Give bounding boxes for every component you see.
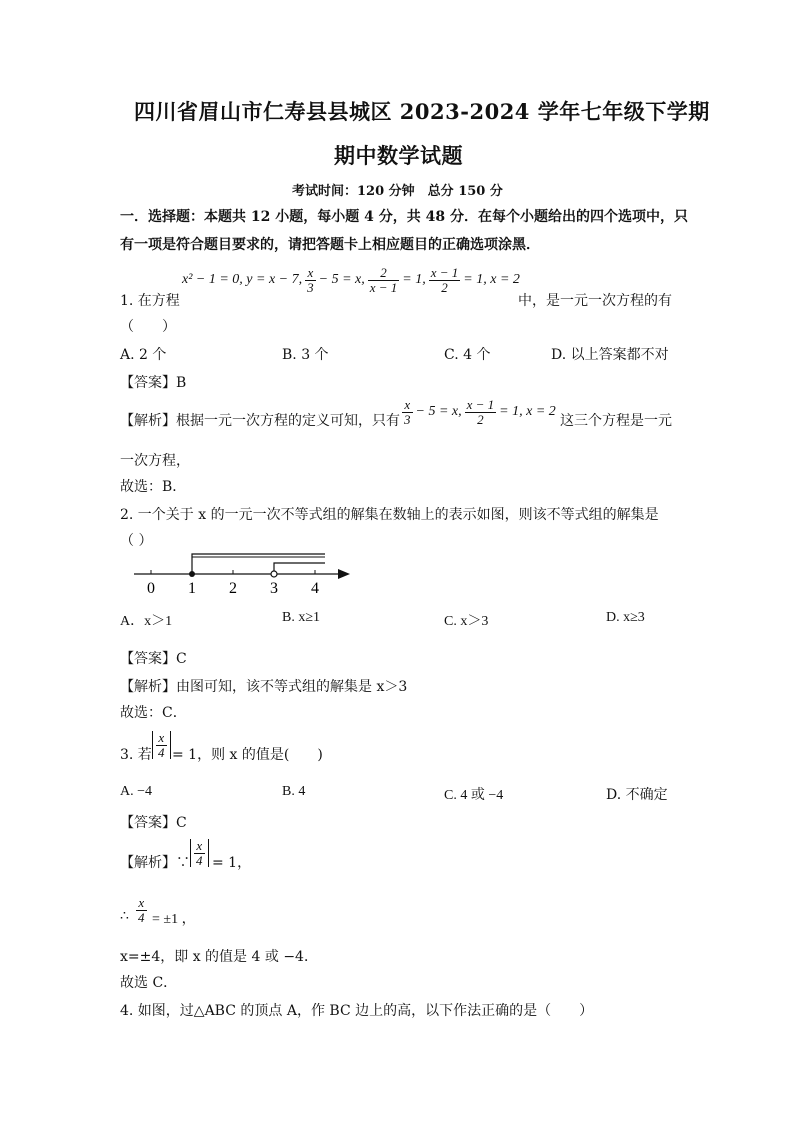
- q1-analysis-equations: [402, 398, 556, 426]
- q1-option-d: D. 以上答案都不对: [551, 347, 669, 363]
- q2-option-c: C. x＞3: [444, 614, 489, 629]
- q1-analysis-eq-2: = 1, x = 2: [499, 404, 556, 420]
- q3-option-d: D. 不确定: [606, 787, 668, 803]
- q3-analysis-head: 【解析】∵: [120, 855, 190, 871]
- q3-conclusion: 故选 C．: [120, 975, 178, 991]
- q2-paren: （ ）: [120, 533, 153, 549]
- q3-stem-tail: = 1，则 x 的值是( ): [172, 747, 323, 763]
- q1-answer: 【答案】B: [120, 375, 187, 391]
- section-instructions-line1: 一．选择题：本题共 12 小题，每小题 4 分，共 48 分．在每个小题给出的四个选项中，只: [120, 209, 688, 225]
- q1-eq-a: x² − 1 = 0, y = x − 7,: [182, 272, 303, 288]
- q3-number: 3. 若: [120, 747, 152, 763]
- q1-option-a: A. 2 个: [120, 347, 167, 363]
- page-title-line2: 期中数学试题: [334, 143, 463, 168]
- exam-info: 考试时间：120 分钟 总分 150 分: [292, 184, 503, 199]
- q3-option-a: A. −4: [120, 784, 153, 799]
- q1-option-c: C. 4 个: [444, 347, 491, 363]
- q1-analysis-fraction-2: $\frac{x - 1}{2}$: [466, 397, 495, 427]
- q2-analysis: 【解析】由图可知，该不等式组的解集是 x＞3: [120, 679, 408, 695]
- q2-number-line: [120, 546, 360, 602]
- q2-answer: 【答案】C: [120, 651, 187, 667]
- q3-therefore-tail: = ±1 ，: [152, 912, 196, 927]
- q1-eq-c: = 1,: [402, 272, 426, 288]
- tick-label-4: 4: [311, 580, 319, 597]
- q1-option-b: B. 3 个: [282, 347, 329, 363]
- q1-eq-d: = 1, x = 2: [463, 272, 520, 288]
- q1-number: 1. 在方程: [120, 293, 180, 309]
- q2-option-a: A．x＞1: [120, 614, 173, 629]
- q1-fraction-2: $\frac{2}{x - 1}$: [369, 265, 398, 295]
- solid-dot-1: [189, 571, 195, 577]
- q1-analysis-head: 【解析】根据一元一次方程的定义可知，只有: [120, 413, 400, 429]
- q1-paren: （ ）: [120, 319, 176, 335]
- tick-label-0: 0: [147, 580, 155, 597]
- q3-solution-line: x=±4，即 x 的值是 4 或 −4．: [120, 949, 318, 965]
- q2-option-d: D. x≥3: [606, 610, 645, 625]
- q1-analysis-eq-1: − 5 = x,: [415, 404, 462, 420]
- q3-analysis-abs: $\frac{x}{4}$: [190, 839, 209, 867]
- q3-analysis-tail: = 1，: [212, 855, 252, 871]
- q1-analysis-fraction-1: $\frac{x}{3}$: [404, 397, 411, 427]
- q1-eq-b: − 5 = x,: [318, 272, 365, 288]
- q1-fraction-3: $\frac{x - 1}{2}$: [430, 265, 459, 295]
- ray-from-3: [274, 563, 325, 574]
- q1-stem-tail: 中，是一元一次方程的有: [518, 293, 672, 309]
- q2-conclusion: 故选：C．: [120, 705, 187, 721]
- section-instructions-line2: 有一项是符合题目要求的，请把答题卡上相应题目的正确选项涂黑．: [120, 237, 540, 253]
- q3-therefore-fraction: $\frac{x}{4}$: [138, 895, 145, 925]
- q1-conclusion: 故选：B．: [120, 479, 187, 495]
- q3-option-b: B. 4: [282, 784, 306, 799]
- tick-label-3: 3: [270, 580, 278, 597]
- tick-label-1: 1: [188, 580, 196, 597]
- number-line-arrow: [338, 569, 350, 579]
- tick-label-2: 2: [229, 580, 237, 597]
- q1-equations: [182, 266, 520, 294]
- open-dot-3: [271, 571, 277, 577]
- q4-stem: 4. 如图，过△ABC 的顶点 A，作 BC 边上的高，以下作法正确的是（ ）: [120, 1003, 594, 1019]
- q1-analysis-tail: 这三个方程是一元: [560, 413, 672, 429]
- q2-stem: 2. 一个关于 x 的一元一次不等式组的解集在数轴上的表示如图，则该不等式组的解集是: [120, 507, 659, 523]
- q1-analysis-cont: 一次方程，: [120, 453, 190, 469]
- q1-fraction-1: $\frac{x}{3}$: [307, 265, 314, 295]
- q3-answer: 【答案】C: [120, 815, 187, 831]
- q2-option-b: B. x≥1: [282, 610, 321, 625]
- therefore-symbol: ∴: [120, 908, 129, 924]
- q3-option-c: C. 4 或 −4: [444, 788, 504, 803]
- page-title-line1: 四川省眉山市仁寿县县城区 2023-2024 学年七年级下学期: [134, 99, 710, 124]
- q3-abs-fraction: $\frac{x}{4}$: [152, 731, 171, 759]
